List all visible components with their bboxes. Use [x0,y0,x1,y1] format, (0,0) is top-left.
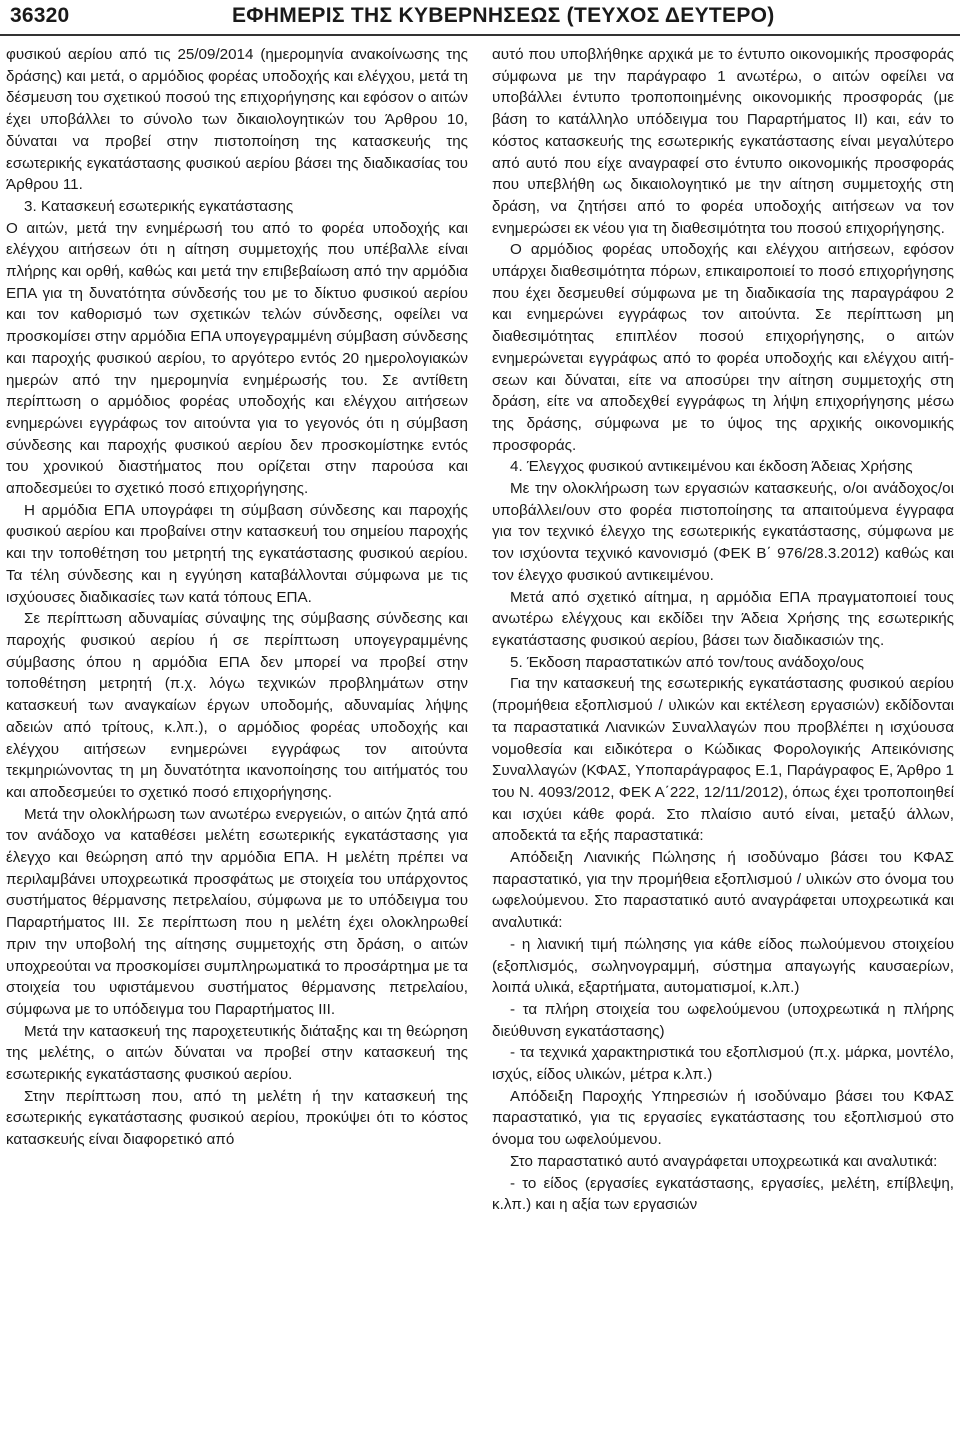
paragraph: φυσικού αερίου από τις 25/09/2014 (ημερομηνία ανακοίνωσης της δράσης) και μετά, ο αρμόδιος φορέας υποδοχής και ελέγχου, μετά τη δέσμευση του σχετικού ποσού της επιχορήγησης και εφόσον ο αιτών έχει υποβάλλει το σύνολο των δικαιολογητικών του Άρθρου 10, δύναται να προβεί στην πιστοποίηση της κατασκευής της εσωτερικής εγκατάστασης φυσικού αερίου βάσει της διαδικασίας του Άρθρου 11. [6,46,468,194]
paragraph: Η αρμόδια ΕΠΑ υπογράφει τη σύμβαση σύνδεσης και παροχής φυσικού αερίου και προβαίνει στην κατασκευή του σημείου παροχής και την τοποθέτηση του μετρητή της εγκατάστασης φυσικού αερίου. Τα τέλη σύνδεσης και η εγγύηση καταβάλλονται σύμφωνα με τις ισχύουσες διαδικασίες των κατά τόπους ΕΠΑ. [6,501,468,606]
gazette-title: ΕΦΗΜΕΡΙΣ ΤΗΣ ΚΥΒΕΡΝΗΣΕΩΣ (ΤΕΥΧΟΣ ΔΕΥΤΕΡΟ) [232,4,775,27]
paragraph: Απόδειξη Παροχής Υπηρεσιών ή ισοδύναμο βάσει του ΚΦΑΣ παραστατικό, για τις εργασίες εγκατάστασης του εξοπλισμού στο όνομα του ωφελούμενου. [492,1087,954,1149]
paragraph: Μετά από σχετικό αίτημα, η αρμόδια ΕΠΑ πραγματοποιεί τους ανωτέρω ελέγχους και εκδίδει την Άδεια Χρήσης της εσωτερικής εγκατάστασης φυσικού αερίου, βάσει των διαδικασιών της. [492,588,954,649]
paragraph: Σε περίπτωση αδυναμίας σύναψης της σύμβασης σύνδεσης και παροχής φυσικού αερίου ή σε περίπτωση υπογεγραμμένης σύμβασης όπου η αρμόδια ΕΠΑ δεν μπορεί να προβεί στην τοποθέτηση μετρητή (π.χ. λόγω τεχνικών προβλημάτων στην κατασκευή των αναγκαίων έργων υποδομής, αδυναμίας λήψης αδειών από τρίτους, κ.λπ.), ο αρμόδιος φορέας υποδοχής και ελέγχου αιτήσεων ενημερώνει εγγράφως τον αιτούντα τεκμηριώνοντας τη μη δυνατότητα ικανοποίησης του αιτήματός του και αποδεσμεύει το σχετικό ποσό επιχορήγησης. [6,610,468,801]
paragraph: Μετά την ολοκλήρωση των ανωτέρω ενεργειών, ο αιτών ζητά από τον ανάδοχο να καταθέσει μελέτη εσωτερικής εγκατάστασης για έλεγχο και θεώρηση από την αρμόδια ΕΠΑ. Η μελέτη πρέπει να περιλαμβάνει υποχρεωτικά προσφάτως με στοιχεία του υπάρχοντος συστήματος θέρμανσης πετρελαίου, σύμφωνα με το υπόδειγμα του Παραρτήματος ΙΙΙ. Σε περίπτωση που η μελέτη έχει ολοκληρωθεί πριν την υποβολή της αίτησης συμμετοχής στη δράση, ο αιτών υποχρεούται να προσκομίσει συμπληρωματικά το προσάρτημα με τα στοιχεία του υφιστάμενου συστήματος θέρμανσης πετρελαίου, σύμφωνα με το υπόδειγμα του Παραρτήματος ΙΙΙ. [6,805,469,1018]
paragraph: Απόδειξη Λιανικής Πώλησης ή ισοδύναμο βάσει του ΚΦΑΣ παραστατικό, για την προμήθεια εξοπλισμού / υλικών στο όνομα του ωφελούμενου. Στο παραστατικό αυτό αναγράφεται υποχρεωτικά και αναλυτικά: [492,849,954,932]
paragraph: Στο παραστατικό αυτό αναγράφεται υποχρεωτικά και αναλυτικά: [510,1152,938,1170]
paragraph: Με την ολοκλήρωση των εργασιών κατασκευής, ο/οι ανάδοχος/οι υποβάλλει/ουν στο φορέα πιστοποίησης τα απαιτούμενα έγγραφα για τον τεχνικό έλεγχο της εσωτερικής εγκατάστασης, σύμφωνα με τον ισχύοντα τεχνικό κανονισμό (ΦΕΚ Β΄ 976/28.3.2012) καθώς και τον έλεγχο φυσικού αντικειμένου. [492,480,954,584]
paragraph: Ο αρμόδιος φορέας υποδοχής και ελέγχου αιτήσεων, εφόσον υπάρχει διαθεσιμότητα πόρων, επικαιροποιεί το ποσό επιχορήγησης που έχει δεσμευθεί σύμφωνα με τη διαδικασία της παραγράφου 2 και ενημερώνει εγγράφως τον αιτούντα. Σε περίπτωση μη διαθεσιμότητας επιπλέον ποσού επιχορήγησης, ο αιτών ενημερώνεται εγγράφως από το φορέα υποδοχής και ελέγχου αιτήσεων και δύναται, είτε να αποσύρει την αίτηση συμμετοχής στη δράση, είτε να αποδεχθεί εγγράφως τη λήψη επιχορήγησης μέσω της δράσης, σύμφωνα με το ύψος της αρχικής οικονομικής προσφοράς. [492,241,954,454]
left-column [6,44,468,1151]
paragraph: Στην περίπτωση που, από τη μελέτη ή την κατασκευή της εσωτερικής εγκατάστασης φυσικού αερίου, προκύψει ότι το κόστος κατασκευής είναι διαφορετικό από [6,1087,468,1149]
page-header [0,0,960,36]
paragraph: Μετά την κατασκευή της παροχετευτικής διάταξης και τη θεώρηση της μελέτης, ο αιτών δύναται να προβεί στην κατασκευή της εσωτερικής εγκατάστασης φυσικού αερίου. [6,1022,468,1084]
page-number: 36320 [10,4,70,27]
paragraph: Ο αιτών, μετά την ενημέρωσή του από το φορέα υποδοχής και ελέγχου αιτήσεων ότι η αίτηση συμμετοχής που υπέβαλλε είναι πλήρης και ορθή, καθώς και μετά την επιβεβαίωση από την αρμόδια ΕΠΑ για τη δυνατότητα σύνδεσής του με το δίκτυο φυσικού αερίου και τον καθορισμό των σχετικών τελών σύνδεσης, οφείλει να προσκομίσει στην αρμόδια ΕΠΑ υπογεγραμμένη σύμβαση σύνδεσης και παροχής φυσικού αερίου, το αργότερο εντός 20 ημερολογιακών ημερών από την ημερομηνία ενημέρωσής του. Σε αντίθετη περίπτωση ο αρμόδιος φορέας υποδοχής και ελέγχου αιτήσεων ενημερώνει εγγράφως τον αιτούντα για το γεγονός ότι η σύμβαση σύνδεσης και παροχής φυσικού αερίου δεν προσκομίστηκε εντός του χρονικού διαστήματος που ορίζεται στην παρούσα και αποδεσμεύει το σχετικό ποσό επιχορήγησης. [6,219,468,498]
list-item: - το είδος (εργασίες εγκατάστασης, εργασίες, μελέτη, επίβλεψη, κ.λπ.) και η αξία των εργασιών [492,1174,954,1214]
section-heading: 3. Κατασκευή εσωτερικής εγκατάστασης [24,197,294,215]
paragraph: Για την κατασκευή της εσωτερικής εγκατάστασης φυσικού αερίου (προμήθεια εξοπλισμού / υλικών και εκτέλεση εργασιών) εκδίδονται τα παραστατικά Λιανικών Συναλλαγών που προβλέπει η ισχύουσα νομοθεσία και ειδικότερα ο Κώδικας Φορολογικής Απεικόνισης Συναλλαγών (ΚΦΑΣ, Υποπαράγραφος Ε.1, Παράγραφος Ε, Άρθρο 1 του Ν. 4093/2012, ΦΕΚ Α΄222, 12/11/2012), όπως έχει τροποποιηθεί και ισχύει κάθε φορά. Στο πλαίσιο αυτό είναι, μεταξύ άλλων, αποδεκτά τα εξής παραστατικά: [492,675,954,845]
paragraph: αυτό που υποβλήθηκε αρχικά με το έντυπο οικονομικής προσφοράς σύμφωνα με την παράγραφο 1 ανωτέρω, ο αιτών οφείλει να υποβάλλει έντυπο τροποποιημένης οικονομικής προσφοράς (με βάση το κατάλληλο υπόδειγμα του Παραρτήματος ΙΙ) και, εάν το κόστος κατασκευής της εσωτερικής εγκατάστασης είναι μεγαλύτερο από αυτό που είχε αναγραφεί στο έντυπο οικονομικής προσφοράς που υπεβλήθη ως δικαιολογητικό με την αίτηση συμμετοχής στη δράση, να ζητήσει από το φορέα υποδοχής αιτήσεων να τον ενημερώσει εκ νέου για τη διαθεσιμότητα του ποσού επιχορήγησης. [492,46,954,237]
list-item: - τα πλήρη στοιχεία του ωφελούμενου (υποχρεωτικά η πλήρης διεύθυνση εγκατάστασης) [492,1000,954,1040]
section-heading: 5. Έκδοση παραστατικών από τον/τους ανάδοχο/ους [510,653,864,671]
right-column [492,44,954,1216]
list-item: - τα τεχνικά χαρακτηριστικά του εξοπλισμού (π.χ. μάρκα, μοντέλο, ισχύς, είδος υλικών, μέτρα κ.λπ.) [492,1044,954,1084]
list-item: - η λιανική τιμή πώλησης για κάθε είδος πωλούμενου στοιχείου (εξοπλισμός, σωληνογραμμή, σύστημα απαγωγής καυσαερίων, λοιπά υλικά, εξαρτήματα, αυτοματισμοί, κ.λπ.) [492,935,954,997]
section-heading: 4. Έλεγχος φυσικού αντικειμένου και έκδοση Άδειας Χρήσης [510,458,913,476]
